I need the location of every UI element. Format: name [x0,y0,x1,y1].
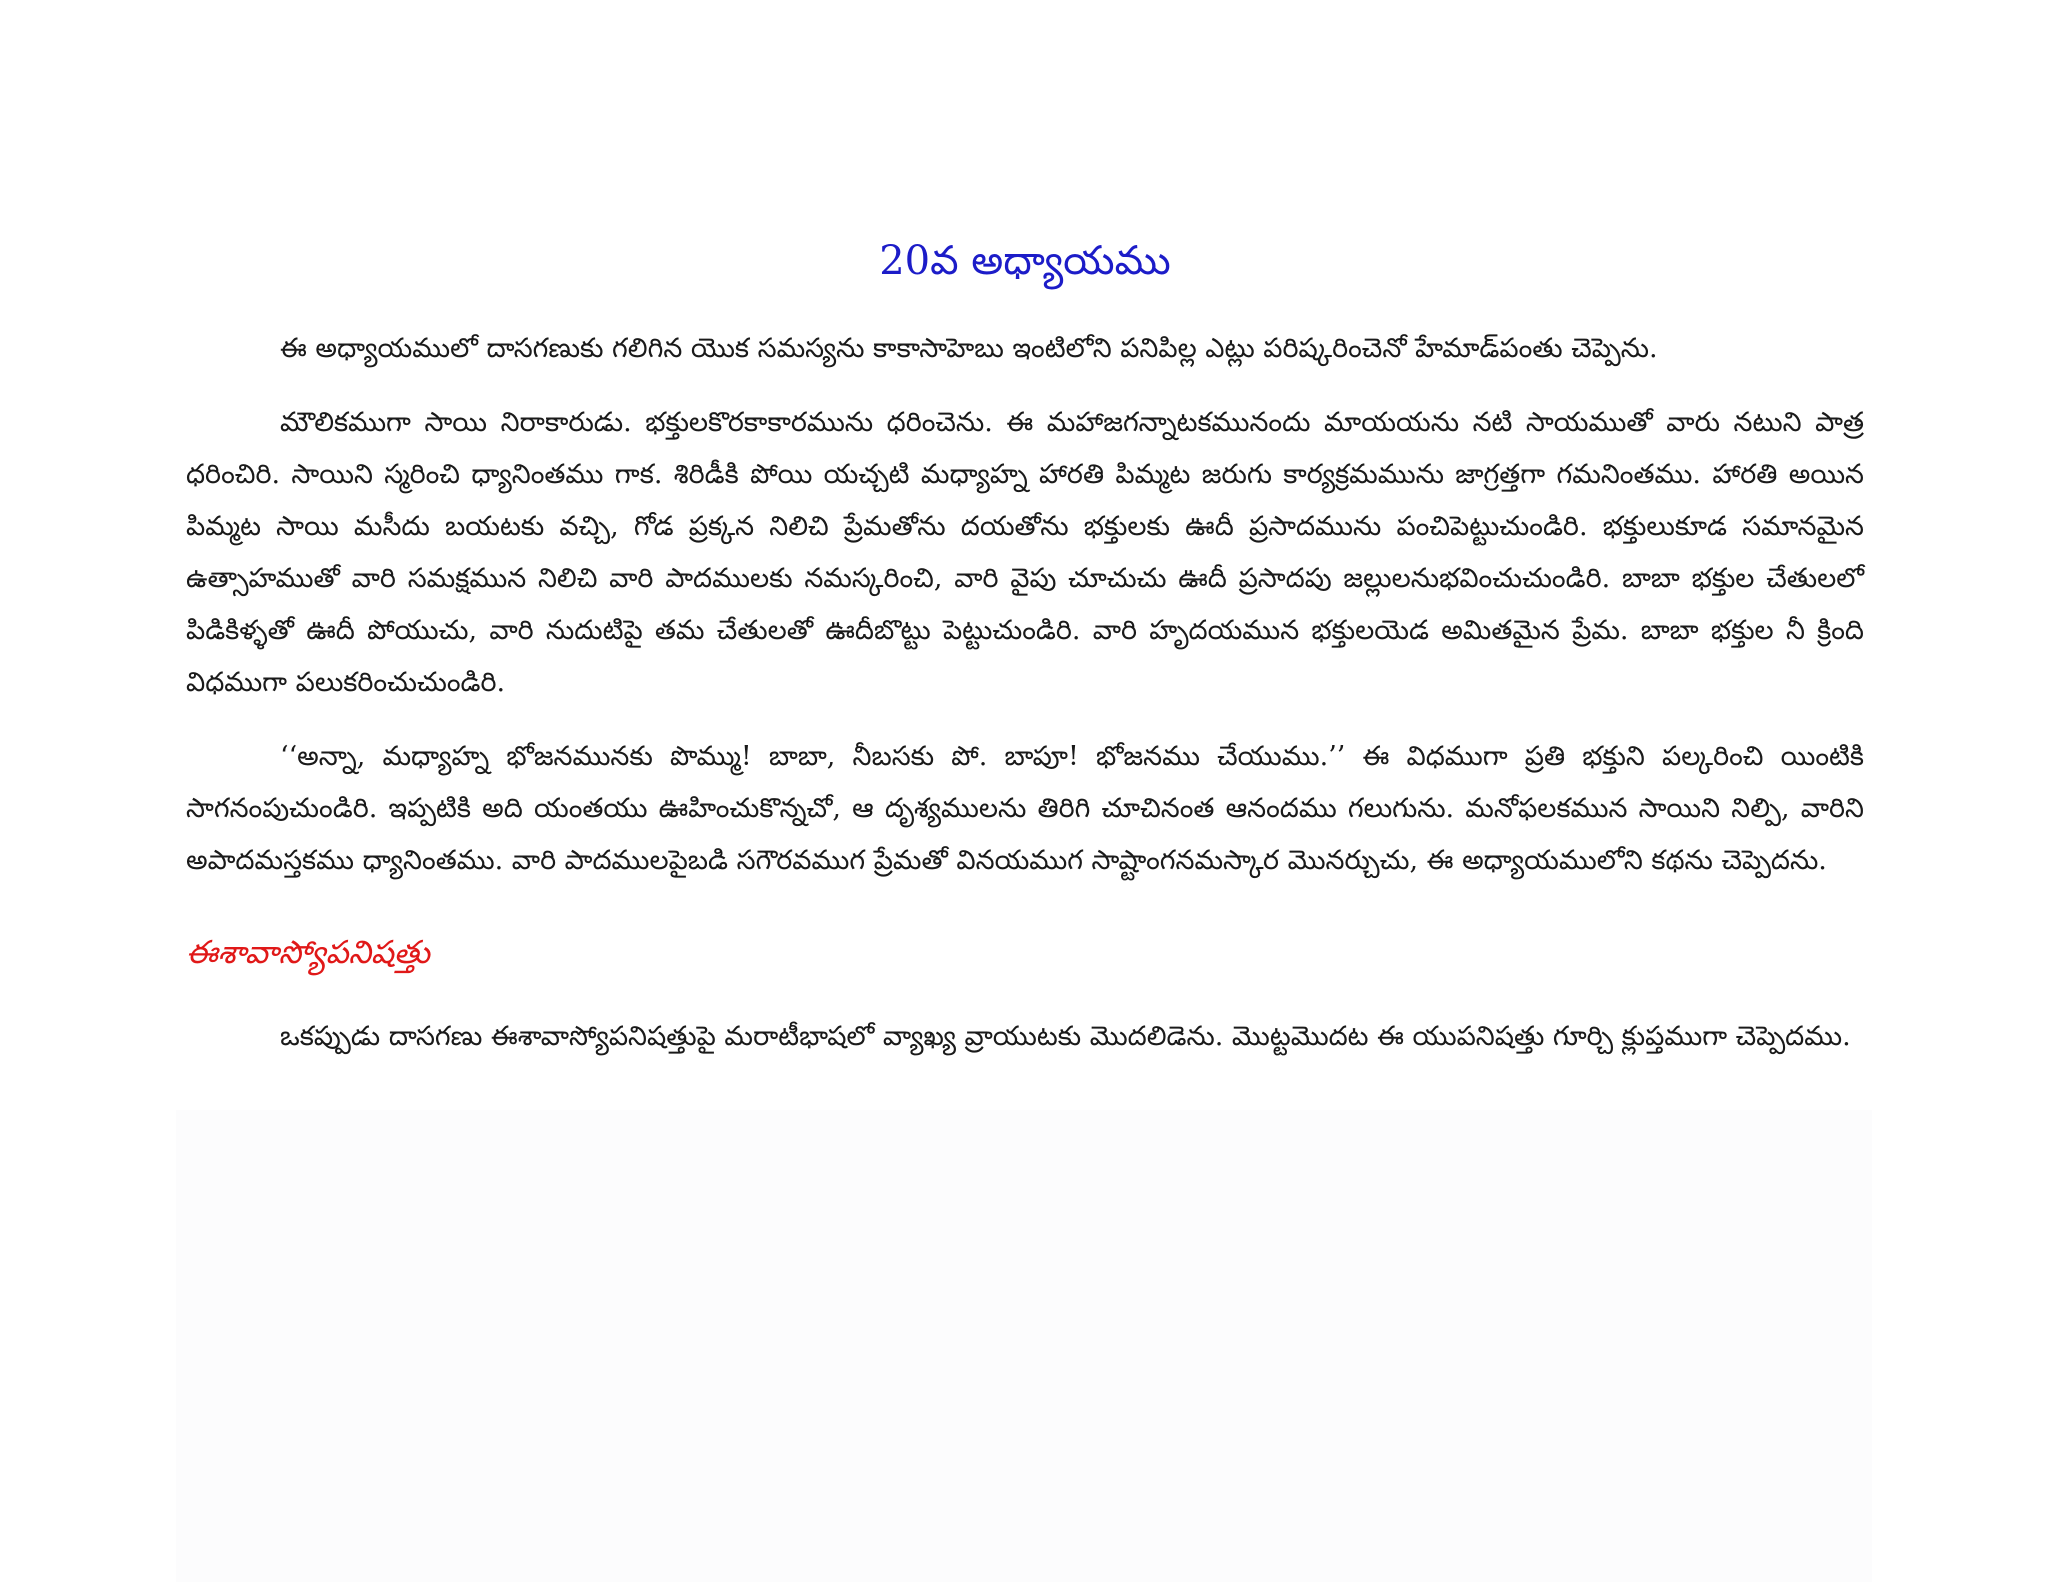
page-shade [176,1110,1872,1582]
body-paragraph-1: మౌలికముగా సాయి నిరాకారుడు. భక్తులకొరకాకారమును ధరించెను. ఈ మహాజగన్నాటకమునందు మాయయను నటి సాయముతో వారు నటుని పాత్ర ధరించిరి. సాయిని స్మరించి ధ్యానింతము గాక. శిరిడీకి పోయి యచ్చటి మధ్యాహ్న హారతి పిమ్మట జరుగు కార్యక్రమమును జాగ్రత్తగా గమనింతము. హారతి అయిన పిమ్మట సాయి మసీదు బయటకు వచ్చి, గోడ ప్రక్కన నిలిచి ప్రేమతోను దయతోను భక్తులకు ఊదీ ప్రసాదమును పంచిపెట్టుచుండిరి. భక్తులుకూడ సమానమైన ఉత్సాహముతో వారి సమక్షమున నిలిచి వారి పాదములకు నమస్కరించి, వారి వైపు చూచుచు ఊదీ ప్రసాదపు జల్లులనుభవించుచుండిరి. బాబా భక్తుల చేతులలో పిడికిళ్ళతో ఊదీ పోయుచు, వారి నుదుటిపై తమ చేతులతో ఊదీబొట్టు పెట్టుచుండిరి. వారి హృదయమున భక్తులయెడ అమితమైన ప్రేమ. బాబా భక్తుల నీ క్రింది విధముగా పలుకరించుచుండిరి. [186,407,1864,698]
chapter-title: 20వ అధ్యాయము [879,238,1171,284]
document-content [186,225,1864,1063]
section-paragraph: ఒకప్పుడు దాసగణు ఈశావాస్యోపనిషత్తుపై మరాటీభాషలో వ్యాఖ్య వ్రాయుటకు మొదలిడెను. మొట్టమొదట ఈ యుపనిషత్తు గూర్చి క్లుప్తముగా చెప్పెదము. [280,1021,1851,1052]
section-heading: ఈశావాస్యోపనిషత్తు [186,933,430,971]
body-paragraph-2: ‘‘అన్నా, మధ్యాహ్న భోజనమునకు పొమ్ము! బాబా, నీబసకు పో. బాపూ! భోజనము చేయుము.’’ ఈ విధముగా ప్రతి భక్తుని పల్కరించి యింటికి సాగనంపుచుండిరి. ఇప్పటికి అది యంతయు ఊహించుకొన్నచో, ఆ దృశ్యములను తిరిగి చూచినంత ఆనందము గలుగును. మనోఫలకమున సాయిని నిల్పి, వారిని అపాదమస్తకము ధ్యానింతము. వారి పాదములపైబడి సగౌరవముగ ప్రేమతో వినయముగ సాష్టాంగనమస్కార మొనర్చుచు, ఈ అధ్యాయములోని కథను చెప్పెదను. [186,741,1864,876]
intro-paragraph: ఈ అధ్యాయములో దాసగణుకు గలిగిన యొక సమస్యను కాకాసాహెబు ఇంటిలోని పనిపిల్ల ఎట్లు పరిష్కరించెనో హేమాడ్‌పంతు చెప్పెను. [280,333,1658,364]
